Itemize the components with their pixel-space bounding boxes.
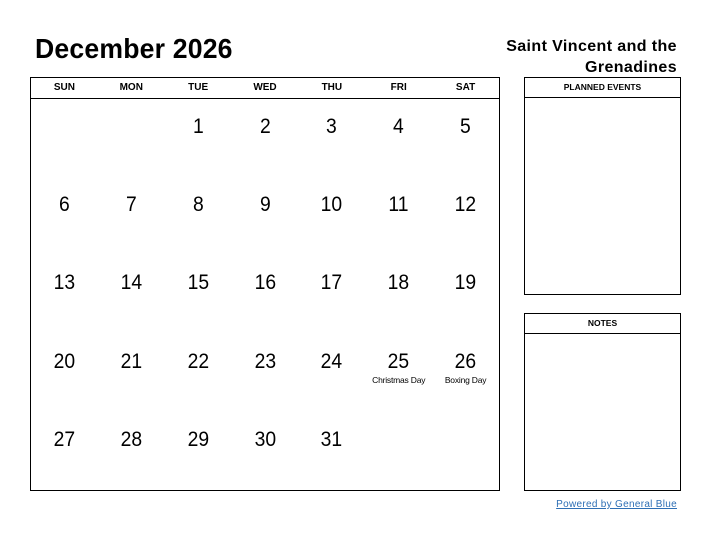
- day-cell: [98, 255, 165, 333]
- day-number: 18: [387, 271, 410, 295]
- day-cell: [165, 99, 232, 177]
- day-number: 28: [120, 427, 143, 451]
- day-cell: [232, 255, 299, 333]
- day-number: 4: [393, 115, 405, 138]
- day-number: 22: [187, 349, 209, 373]
- day-cell: [98, 412, 165, 490]
- day-cell: [432, 99, 499, 177]
- day-cell: [165, 412, 232, 490]
- day-number: 6: [59, 193, 70, 217]
- weekday-sat: SAT: [455, 82, 476, 93]
- day-number: 1: [192, 115, 204, 138]
- country-name: Saint Vincent and the Grenadines: [506, 38, 677, 76]
- day-number: 21: [120, 349, 143, 373]
- day-cell: [298, 177, 365, 255]
- day-cell: [232, 334, 299, 412]
- day-cell: [31, 177, 98, 255]
- day-cell: [365, 334, 432, 412]
- day-number: 24: [321, 349, 343, 373]
- day-cell: [298, 255, 365, 333]
- day-cell: [365, 177, 432, 255]
- day-number: 15: [187, 271, 209, 295]
- calendar-days: [31, 99, 499, 490]
- day-cell: [432, 177, 499, 255]
- day-cell: [298, 334, 365, 412]
- notes-title: NOTES: [525, 314, 680, 334]
- day-number: 30: [254, 427, 276, 451]
- day-cell: [365, 255, 432, 333]
- day-number: [368, 412, 430, 428]
- day-number: 17: [321, 271, 343, 295]
- weekday-fri: FRI: [390, 82, 407, 93]
- day-number: 19: [454, 271, 477, 295]
- day-cell: [98, 99, 165, 177]
- day-number: 8: [192, 193, 204, 217]
- day-number: 25: [387, 349, 410, 373]
- day-number: [435, 412, 496, 428]
- notes-panel: [524, 313, 681, 491]
- day-cell: [232, 177, 299, 255]
- day-number: 13: [53, 271, 76, 295]
- calendar-grid: [30, 77, 500, 491]
- day-cell: [365, 99, 432, 177]
- powered-by-link[interactable]: Powered by General Blue: [556, 499, 677, 510]
- weekday-tue: TUE: [188, 82, 209, 93]
- day-number: 27: [53, 427, 76, 451]
- day-number: [34, 99, 95, 115]
- day-cell: [298, 99, 365, 177]
- weekday-wed: WED: [253, 82, 277, 93]
- day-number: 14: [120, 271, 143, 295]
- day-number: 23: [254, 349, 276, 373]
- day-cell: [98, 177, 165, 255]
- day-cell: [432, 255, 499, 333]
- day-cell: [298, 412, 365, 490]
- day-cell: [432, 334, 499, 412]
- day-number: 16: [254, 271, 276, 295]
- weekday-sun: SUN: [53, 82, 75, 93]
- weekday-mon: MON: [119, 82, 143, 93]
- day-cell: [31, 99, 98, 177]
- day-number: 20: [53, 349, 76, 373]
- day-number: [101, 99, 163, 115]
- day-number: 2: [259, 115, 271, 138]
- day-cell: [165, 334, 232, 412]
- day-cell: [31, 334, 98, 412]
- day-cell: [165, 255, 232, 333]
- holiday-label: Boxing Day: [444, 374, 487, 385]
- day-cell: [165, 177, 232, 255]
- day-cell: [232, 99, 299, 177]
- day-number: 12: [454, 193, 477, 217]
- holiday-label: Christmas Day: [372, 374, 426, 385]
- day-number: 11: [388, 193, 409, 217]
- day-number: 7: [125, 193, 137, 217]
- planned-events-panel: [524, 77, 681, 295]
- planned-events-title: PLANNED EVENTS: [525, 78, 680, 98]
- day-cell: [232, 412, 299, 490]
- weekday-thu: THU: [321, 82, 343, 93]
- day-number: 9: [259, 193, 271, 217]
- day-cell: [31, 255, 98, 333]
- day-cell: [432, 412, 499, 490]
- weekday-header-row: [31, 78, 499, 99]
- page-title: December 2026: [35, 33, 233, 64]
- day-number: 5: [460, 115, 471, 138]
- day-number: 26: [454, 349, 477, 373]
- day-number: 10: [321, 193, 343, 217]
- day-number: 3: [326, 115, 338, 138]
- day-number: 29: [187, 427, 209, 451]
- day-number: 31: [321, 427, 343, 451]
- day-cell: [31, 412, 98, 490]
- day-cell: [365, 412, 432, 490]
- day-cell: [98, 334, 165, 412]
